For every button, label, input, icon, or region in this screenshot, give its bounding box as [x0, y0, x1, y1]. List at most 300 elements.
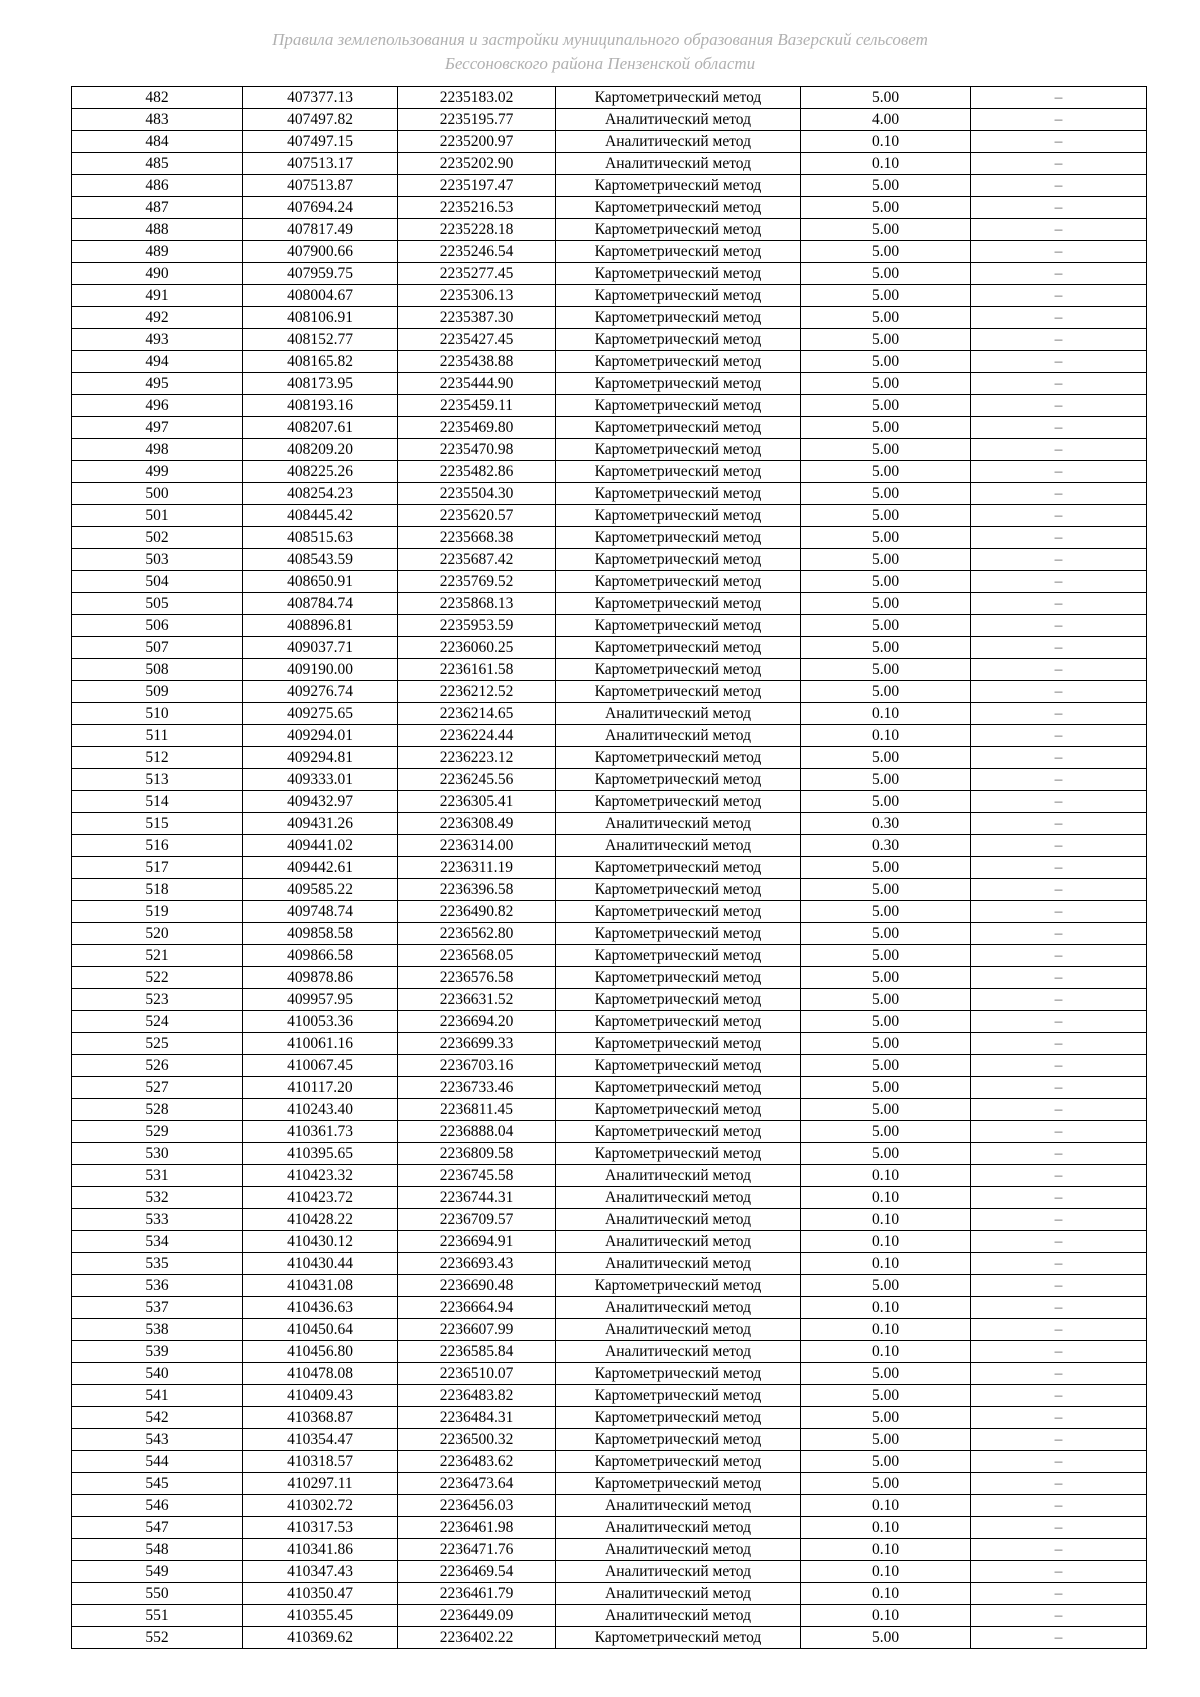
x-coordinate-cell: 408784.74 [243, 593, 398, 615]
method-cell: Картометрический метод [556, 659, 801, 681]
point-number-cell: 501 [72, 505, 243, 527]
y-coordinate-cell: 2235469.80 [398, 417, 556, 439]
x-coordinate-cell: 409441.02 [243, 835, 398, 857]
description-cell: – [971, 945, 1147, 967]
accuracy-cell: 5.00 [801, 1385, 971, 1407]
x-coordinate-cell: 410341.86 [243, 1539, 398, 1561]
y-coordinate-cell: 2236699.33 [398, 1033, 556, 1055]
point-number-cell: 536 [72, 1275, 243, 1297]
y-coordinate-cell: 2236744.31 [398, 1187, 556, 1209]
x-coordinate-cell: 410430.44 [243, 1253, 398, 1275]
method-cell: Картометрический метод [556, 307, 801, 329]
table-row [72, 1187, 1147, 1209]
x-coordinate-cell: 408106.91 [243, 307, 398, 329]
table-row [72, 1319, 1147, 1341]
table-row [72, 197, 1147, 219]
description-cell: – [971, 1297, 1147, 1319]
method-cell: Картометрический метод [556, 1011, 801, 1033]
point-number-cell: 490 [72, 263, 243, 285]
point-number-cell: 529 [72, 1121, 243, 1143]
method-cell: Картометрический метод [556, 417, 801, 439]
point-number-cell: 516 [72, 835, 243, 857]
table-row [72, 1055, 1147, 1077]
x-coordinate-cell: 410369.62 [243, 1627, 398, 1649]
description-cell: – [971, 1605, 1147, 1627]
x-coordinate-cell: 407513.87 [243, 175, 398, 197]
table-row [72, 1121, 1147, 1143]
y-coordinate-cell: 2236585.84 [398, 1341, 556, 1363]
method-cell: Картометрический метод [556, 461, 801, 483]
x-coordinate-cell: 408515.63 [243, 527, 398, 549]
point-number-cell: 511 [72, 725, 243, 747]
table-row [72, 1385, 1147, 1407]
description-cell: – [971, 791, 1147, 813]
method-cell: Аналитический метод [556, 1231, 801, 1253]
table-row [72, 901, 1147, 923]
x-coordinate-cell: 408650.91 [243, 571, 398, 593]
y-coordinate-cell: 2236469.54 [398, 1561, 556, 1583]
point-number-cell: 496 [72, 395, 243, 417]
method-cell: Картометрический метод [556, 483, 801, 505]
method-cell: Картометрический метод [556, 241, 801, 263]
method-cell: Картометрический метод [556, 593, 801, 615]
accuracy-cell: 5.00 [801, 285, 971, 307]
table-row [72, 967, 1147, 989]
x-coordinate-cell: 410368.87 [243, 1407, 398, 1429]
y-coordinate-cell: 2235459.11 [398, 395, 556, 417]
method-cell: Картометрический метод [556, 1627, 801, 1649]
accuracy-cell: 0.10 [801, 1165, 971, 1187]
y-coordinate-cell: 2235246.54 [398, 241, 556, 263]
description-cell: – [971, 1451, 1147, 1473]
x-coordinate-cell: 408152.77 [243, 329, 398, 351]
point-number-cell: 515 [72, 813, 243, 835]
x-coordinate-cell: 410436.63 [243, 1297, 398, 1319]
y-coordinate-cell: 2235306.13 [398, 285, 556, 307]
table-row [72, 1165, 1147, 1187]
method-cell: Картометрический метод [556, 1451, 801, 1473]
accuracy-cell: 0.10 [801, 1297, 971, 1319]
y-coordinate-cell: 2235953.59 [398, 615, 556, 637]
x-coordinate-cell: 408004.67 [243, 285, 398, 307]
table-row [72, 1583, 1147, 1605]
x-coordinate-cell: 407377.13 [243, 87, 398, 109]
y-coordinate-cell: 2236694.91 [398, 1231, 556, 1253]
description-cell: – [971, 571, 1147, 593]
accuracy-cell: 5.00 [801, 1275, 971, 1297]
method-cell: Картометрический метод [556, 615, 801, 637]
y-coordinate-cell: 2236811.45 [398, 1099, 556, 1121]
x-coordinate-cell: 410297.11 [243, 1473, 398, 1495]
table-row [72, 725, 1147, 747]
x-coordinate-cell: 409294.81 [243, 747, 398, 769]
description-cell: – [971, 263, 1147, 285]
method-cell: Аналитический метод [556, 1165, 801, 1187]
accuracy-cell: 0.10 [801, 1209, 971, 1231]
table-row [72, 1077, 1147, 1099]
description-cell: – [971, 373, 1147, 395]
method-cell: Картометрический метод [556, 1121, 801, 1143]
table-row [72, 879, 1147, 901]
point-number-cell: 521 [72, 945, 243, 967]
y-coordinate-cell: 2236224.44 [398, 725, 556, 747]
description-cell: – [971, 395, 1147, 417]
accuracy-cell: 0.10 [801, 1253, 971, 1275]
method-cell: Картометрический метод [556, 1429, 801, 1451]
table-row [72, 989, 1147, 1011]
description-cell: – [971, 219, 1147, 241]
accuracy-cell: 0.10 [801, 1187, 971, 1209]
x-coordinate-cell: 408193.16 [243, 395, 398, 417]
point-number-cell: 547 [72, 1517, 243, 1539]
coordinates-table [71, 86, 1147, 1649]
method-cell: Картометрический метод [556, 1363, 801, 1385]
x-coordinate-cell: 410431.08 [243, 1275, 398, 1297]
method-cell: Аналитический метод [556, 1253, 801, 1275]
y-coordinate-cell: 2236305.41 [398, 791, 556, 813]
x-coordinate-cell: 408225.26 [243, 461, 398, 483]
accuracy-cell: 0.30 [801, 835, 971, 857]
description-cell: – [971, 1517, 1147, 1539]
method-cell: Аналитический метод [556, 1539, 801, 1561]
y-coordinate-cell: 2235195.77 [398, 109, 556, 131]
table-row [72, 1517, 1147, 1539]
accuracy-cell: 0.10 [801, 1341, 971, 1363]
x-coordinate-cell: 410361.73 [243, 1121, 398, 1143]
method-cell: Аналитический метод [556, 109, 801, 131]
method-cell: Картометрический метод [556, 351, 801, 373]
table-row [72, 1605, 1147, 1627]
table-row [72, 285, 1147, 307]
y-coordinate-cell: 2236449.09 [398, 1605, 556, 1627]
point-number-cell: 533 [72, 1209, 243, 1231]
accuracy-cell: 0.30 [801, 813, 971, 835]
accuracy-cell: 5.00 [801, 1121, 971, 1143]
y-coordinate-cell: 2236694.20 [398, 1011, 556, 1033]
x-coordinate-cell: 409432.97 [243, 791, 398, 813]
table-row [72, 1297, 1147, 1319]
y-coordinate-cell: 2236631.52 [398, 989, 556, 1011]
accuracy-cell: 5.00 [801, 791, 971, 813]
description-cell: – [971, 659, 1147, 681]
point-number-cell: 502 [72, 527, 243, 549]
x-coordinate-cell: 408543.59 [243, 549, 398, 571]
point-number-cell: 492 [72, 307, 243, 329]
description-cell: – [971, 615, 1147, 637]
description-cell: – [971, 175, 1147, 197]
y-coordinate-cell: 2236214.65 [398, 703, 556, 725]
x-coordinate-cell: 409442.61 [243, 857, 398, 879]
coordinates-table-body [72, 87, 1147, 1649]
description-cell: – [971, 483, 1147, 505]
method-cell: Картометрический метод [556, 1385, 801, 1407]
y-coordinate-cell: 2236809.58 [398, 1143, 556, 1165]
description-cell: – [971, 1583, 1147, 1605]
description-cell: – [971, 725, 1147, 747]
accuracy-cell: 5.00 [801, 263, 971, 285]
method-cell: Картометрический метод [556, 549, 801, 571]
point-number-cell: 518 [72, 879, 243, 901]
table-row [72, 857, 1147, 879]
point-number-cell: 540 [72, 1363, 243, 1385]
description-cell: – [971, 1385, 1147, 1407]
point-number-cell: 534 [72, 1231, 243, 1253]
table-row [72, 791, 1147, 813]
table-row [72, 1407, 1147, 1429]
x-coordinate-cell: 407900.66 [243, 241, 398, 263]
table-row [72, 549, 1147, 571]
point-number-cell: 510 [72, 703, 243, 725]
table-row [72, 175, 1147, 197]
method-cell: Аналитический метод [556, 703, 801, 725]
accuracy-cell: 5.00 [801, 857, 971, 879]
table-row [72, 945, 1147, 967]
method-cell: Аналитический метод [556, 131, 801, 153]
y-coordinate-cell: 2236484.31 [398, 1407, 556, 1429]
accuracy-cell: 5.00 [801, 307, 971, 329]
y-coordinate-cell: 2235482.86 [398, 461, 556, 483]
y-coordinate-cell: 2235427.45 [398, 329, 556, 351]
x-coordinate-cell: 410478.08 [243, 1363, 398, 1385]
y-coordinate-cell: 2236703.16 [398, 1055, 556, 1077]
point-number-cell: 498 [72, 439, 243, 461]
description-cell: – [971, 1539, 1147, 1561]
y-coordinate-cell: 2235183.02 [398, 87, 556, 109]
point-number-cell: 507 [72, 637, 243, 659]
description-cell: – [971, 1011, 1147, 1033]
table-row [72, 351, 1147, 373]
description-cell: – [971, 1627, 1147, 1649]
description-cell: – [971, 593, 1147, 615]
method-cell: Картометрический метод [556, 1143, 801, 1165]
table-row [72, 1253, 1147, 1275]
x-coordinate-cell: 410061.16 [243, 1033, 398, 1055]
method-cell: Картометрический метод [556, 945, 801, 967]
x-coordinate-cell: 407497.15 [243, 131, 398, 153]
x-coordinate-cell: 408896.81 [243, 615, 398, 637]
point-number-cell: 549 [72, 1561, 243, 1583]
y-coordinate-cell: 2235438.88 [398, 351, 556, 373]
accuracy-cell: 5.00 [801, 483, 971, 505]
description-cell: – [971, 1055, 1147, 1077]
y-coordinate-cell: 2236709.57 [398, 1209, 556, 1231]
x-coordinate-cell: 410355.45 [243, 1605, 398, 1627]
accuracy-cell: 5.00 [801, 527, 971, 549]
method-cell: Картометрический метод [556, 571, 801, 593]
accuracy-cell: 5.00 [801, 329, 971, 351]
description-cell: – [971, 769, 1147, 791]
table-row [72, 417, 1147, 439]
x-coordinate-cell: 410450.64 [243, 1319, 398, 1341]
method-cell: Картометрический метод [556, 923, 801, 945]
point-number-cell: 509 [72, 681, 243, 703]
accuracy-cell: 5.00 [801, 395, 971, 417]
description-cell: – [971, 1033, 1147, 1055]
method-cell: Аналитический метод [556, 1319, 801, 1341]
x-coordinate-cell: 409748.74 [243, 901, 398, 923]
y-coordinate-cell: 2236490.82 [398, 901, 556, 923]
table-row [72, 153, 1147, 175]
table-row [72, 219, 1147, 241]
point-number-cell: 512 [72, 747, 243, 769]
description-cell: – [971, 87, 1147, 109]
method-cell: Аналитический метод [556, 1517, 801, 1539]
description-cell: – [971, 1275, 1147, 1297]
x-coordinate-cell: 410302.72 [243, 1495, 398, 1517]
table-row [72, 1275, 1147, 1297]
point-number-cell: 497 [72, 417, 243, 439]
description-cell: – [971, 1099, 1147, 1121]
point-number-cell: 508 [72, 659, 243, 681]
point-number-cell: 504 [72, 571, 243, 593]
description-cell: – [971, 1319, 1147, 1341]
y-coordinate-cell: 2236888.04 [398, 1121, 556, 1143]
accuracy-cell: 5.00 [801, 219, 971, 241]
point-number-cell: 495 [72, 373, 243, 395]
description-cell: – [971, 1209, 1147, 1231]
method-cell: Картометрический метод [556, 681, 801, 703]
description-cell: – [971, 549, 1147, 571]
point-number-cell: 542 [72, 1407, 243, 1429]
y-coordinate-cell: 2236576.58 [398, 967, 556, 989]
x-coordinate-cell: 410067.45 [243, 1055, 398, 1077]
description-cell: – [971, 923, 1147, 945]
accuracy-cell: 5.00 [801, 901, 971, 923]
method-cell: Картометрический метод [556, 1077, 801, 1099]
description-cell: – [971, 813, 1147, 835]
x-coordinate-cell: 410423.72 [243, 1187, 398, 1209]
method-cell: Картометрический метод [556, 87, 801, 109]
x-coordinate-cell: 409957.95 [243, 989, 398, 1011]
description-cell: – [971, 681, 1147, 703]
description-cell: – [971, 1077, 1147, 1099]
x-coordinate-cell: 409878.86 [243, 967, 398, 989]
y-coordinate-cell: 2236314.00 [398, 835, 556, 857]
table-row [72, 87, 1147, 109]
y-coordinate-cell: 2236483.82 [398, 1385, 556, 1407]
y-coordinate-cell: 2236060.25 [398, 637, 556, 659]
point-number-cell: 505 [72, 593, 243, 615]
x-coordinate-cell: 410428.22 [243, 1209, 398, 1231]
accuracy-cell: 0.10 [801, 1319, 971, 1341]
accuracy-cell: 0.10 [801, 1231, 971, 1253]
accuracy-cell: 5.00 [801, 945, 971, 967]
description-cell: – [971, 989, 1147, 1011]
description-cell: – [971, 505, 1147, 527]
method-cell: Картометрический метод [556, 747, 801, 769]
x-coordinate-cell: 407694.24 [243, 197, 398, 219]
method-cell: Аналитический метод [556, 1495, 801, 1517]
method-cell: Картометрический метод [556, 989, 801, 1011]
x-coordinate-cell: 408445.42 [243, 505, 398, 527]
y-coordinate-cell: 2236308.49 [398, 813, 556, 835]
point-number-cell: 545 [72, 1473, 243, 1495]
method-cell: Картометрический метод [556, 1407, 801, 1429]
y-coordinate-cell: 2236607.99 [398, 1319, 556, 1341]
accuracy-cell: 0.10 [801, 1605, 971, 1627]
y-coordinate-cell: 2235769.52 [398, 571, 556, 593]
table-row [72, 1011, 1147, 1033]
description-cell: – [971, 703, 1147, 725]
point-number-cell: 523 [72, 989, 243, 1011]
method-cell: Картометрический метод [556, 263, 801, 285]
x-coordinate-cell: 410243.40 [243, 1099, 398, 1121]
y-coordinate-cell: 2236311.19 [398, 857, 556, 879]
accuracy-cell: 5.00 [801, 373, 971, 395]
x-coordinate-cell: 410350.47 [243, 1583, 398, 1605]
y-coordinate-cell: 2236664.94 [398, 1297, 556, 1319]
table-row [72, 835, 1147, 857]
accuracy-cell: 5.00 [801, 1099, 971, 1121]
accuracy-cell: 5.00 [801, 505, 971, 527]
method-cell: Картометрический метод [556, 285, 801, 307]
method-cell: Картометрический метод [556, 769, 801, 791]
table-row [72, 659, 1147, 681]
description-cell: – [971, 527, 1147, 549]
accuracy-cell: 5.00 [801, 1363, 971, 1385]
description-cell: – [971, 857, 1147, 879]
x-coordinate-cell: 407513.17 [243, 153, 398, 175]
method-cell: Картометрический метод [556, 527, 801, 549]
method-cell: Картометрический метод [556, 637, 801, 659]
description-cell: – [971, 1187, 1147, 1209]
accuracy-cell: 5.00 [801, 241, 971, 263]
y-coordinate-cell: 2236223.12 [398, 747, 556, 769]
method-cell: Картометрический метод [556, 175, 801, 197]
accuracy-cell: 5.00 [801, 1033, 971, 1055]
y-coordinate-cell: 2235470.98 [398, 439, 556, 461]
table-row [72, 1451, 1147, 1473]
y-coordinate-cell: 2236693.43 [398, 1253, 556, 1275]
y-coordinate-cell: 2236456.03 [398, 1495, 556, 1517]
accuracy-cell: 0.10 [801, 1495, 971, 1517]
accuracy-cell: 5.00 [801, 175, 971, 197]
y-coordinate-cell: 2236245.56 [398, 769, 556, 791]
y-coordinate-cell: 2236396.58 [398, 879, 556, 901]
x-coordinate-cell: 409275.65 [243, 703, 398, 725]
point-number-cell: 500 [72, 483, 243, 505]
method-cell: Картометрический метод [556, 1275, 801, 1297]
table-row [72, 1561, 1147, 1583]
point-number-cell: 552 [72, 1627, 243, 1649]
accuracy-cell: 5.00 [801, 417, 971, 439]
y-coordinate-cell: 2235620.57 [398, 505, 556, 527]
description-cell: – [971, 241, 1147, 263]
y-coordinate-cell: 2236212.52 [398, 681, 556, 703]
description-cell: – [971, 1231, 1147, 1253]
point-number-cell: 520 [72, 923, 243, 945]
description-cell: – [971, 109, 1147, 131]
accuracy-cell: 5.00 [801, 549, 971, 571]
y-coordinate-cell: 2235197.47 [398, 175, 556, 197]
method-cell: Картометрический метод [556, 197, 801, 219]
description-cell: – [971, 1143, 1147, 1165]
point-number-cell: 493 [72, 329, 243, 351]
description-cell: – [971, 1253, 1147, 1275]
y-coordinate-cell: 2235444.90 [398, 373, 556, 395]
y-coordinate-cell: 2236690.48 [398, 1275, 556, 1297]
x-coordinate-cell: 410117.20 [243, 1077, 398, 1099]
point-number-cell: 537 [72, 1297, 243, 1319]
table-row [72, 813, 1147, 835]
y-coordinate-cell: 2236745.58 [398, 1165, 556, 1187]
accuracy-cell: 5.00 [801, 1055, 971, 1077]
accuracy-cell: 0.10 [801, 703, 971, 725]
accuracy-cell: 0.10 [801, 131, 971, 153]
x-coordinate-cell: 409037.71 [243, 637, 398, 659]
table-row [72, 1341, 1147, 1363]
point-number-cell: 551 [72, 1605, 243, 1627]
